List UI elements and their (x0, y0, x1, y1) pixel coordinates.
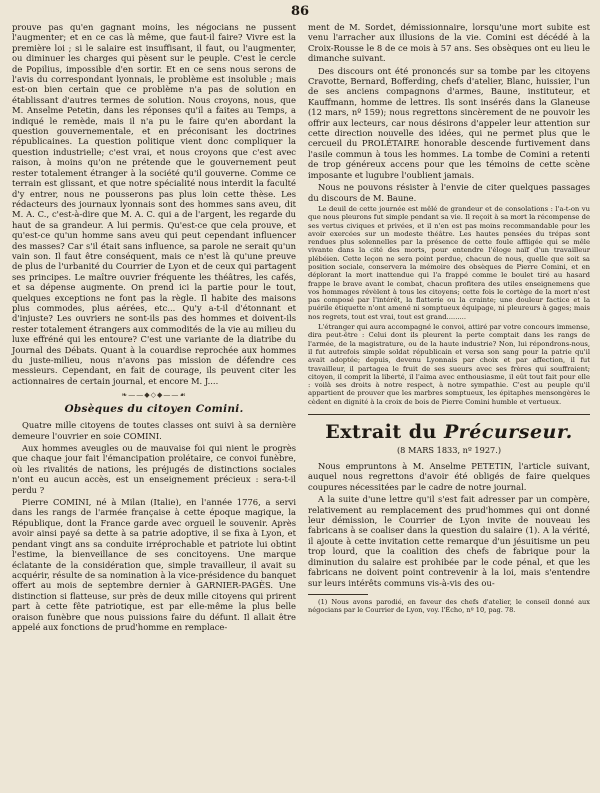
section-rule (308, 414, 590, 415)
obituary-paragraph: Aux hommes aveugles ou de mauvaise foi qui nient le progrès que chaque jour fait l'émancipation prolétaire, ce convoi funèbre, où les rivalités de nations, les préjugés de distinctions sociales n'ont eu aucun accès, est un enseignement précieux : sera-t-il perdu ? (12, 443, 296, 495)
speech-quote-paragraph: Le deuil de cette journée est mêlé de grandeur et de consolations : l'a-t-on vu que nous pleurons fut simple pendant sa vie. Il reçoit à sa mort la récompense de ses vertus civiques et privées, et il n'en est pas moins recommandable pour les avoir exercées sur un modeste théâtre. Les hautes pensées du trépas sont rendues plus solennelles par la présence de cette foule affligée qui se mêle vivante dans la cité des morts, pour entendre l'éloge naïf d'un travailleur plébéien. Cette leçon ne sera point perdue, chacun de nous, quelle que soit sa position sociale, conservera la mémoire des obsèques de Pierre Comini, et en déplorant la mort inattendue qui l'a frappé comme le boulet tiré au hasard frappe le brave avant le combat, chacun profitera des utiles enseignemens que vos hommages révèlent à tous les citoyens; cette fois le cortège de la mort n'est pas composé par l'intérêt, la flatterie ou la crainte; une douleur factice et la puérile étiquette n'ont amené ni somptueux équipage, ni pleureurs à gages; mais nos regrets, tout est vrai, tout est grand......... (308, 204, 590, 321)
obituary-title: Obsèques du citoyen Comini. (64, 403, 244, 416)
extract-title (308, 421, 590, 443)
obituary-paragraph: Des discours ont été prononcés sur sa tombe par les citoyens Cravotte, Bernard, Bofferding, chefs d'atelier, Blanc, huissier, l'un de ses anciens compagnons d'armes, Baune, instituteur, et Kauffmann, homme de lettres. Ils sont insérés dans la Glaneuse (12 mars, nº 159); nous regrettons sincèrement de ne pouvoir les offrir aux lecteurs, car nous désirons d'appeler leur attention sur cette direction nouvelle des idées, qui ne permet plus que le cercueil du PROLÉTAIRE honorable descende furtivement dans l'asile commun à tous les hommes. La tombe de Comini a retenti de trop généreux accens pour que les témoins de cette scène imposante et lugubre l'oublient jamais. (308, 65, 590, 180)
obituary-continuation-paragraph: ment de M. Sordet, démissionnaire, lorsqu'une mort subite est venu l'arracher aux illusions de la vie. Comini est décédé à la Croix-Rousse le 8 de ce mois à 57 ans. Ses obsèques ont eu lieu le dimanche suivant. (308, 22, 590, 64)
obituary-paragraph: Nous ne pouvons résister à l'envie de citer quelques passages du discours de M. Baune. (308, 182, 590, 203)
extract-paragraph: Nous empruntons à M. Anselme PETETIN, l'article suivant, auquel nous regrettons d'avoir été obligés de faire quelques coupures nécessitées par le cadre de notre journal. (308, 461, 590, 492)
extract-title-italic: Précurseur. (443, 421, 573, 444)
footnote-rule (308, 594, 368, 595)
extract-subtitle: (8 MARS 1833, nº 1927.) (396, 445, 502, 456)
obituary-paragraph: Quatre mille citoyens de toutes classes ont suivi à sa dernière demeure l'ouvrier en soie COMINI. (12, 420, 296, 441)
left-column (12, 22, 296, 634)
page-number: 86 (290, 4, 310, 19)
obituary-paragraph: Pierre COMINI, né à Milan (Italie), en l'année 1776, a servi dans les rangs de l'armée française à cette époque magique, la République, dont la France garde avec orgueil le souvenir. Après avoir ainsi payé sa dette à sa patrie adoptive, il se fixa à Lyon, et pendant vingt ans sa conduite irréprochable et patriote lui obtint l'estime, la bienveillance de ses concitoyens. Une marque éclatante de la considération que, simple travailleur, il avait su acquérir, résulte de sa nomination à la vice-présidence du banquet offert au mois de septembre dernier à GARNIER-PAGÈS. Une distinction si flatteuse, sur près de deux mille citoyens qui prirent part à cette fête patriotique, est par elle-même la plus belle oraison funèbre que nous puissions faire du défunt. Il allait être appelé aux fonctions de prud'homme en remplace- (12, 497, 296, 632)
article-continuation-paragraph: prouve pas qu'en gagnant moins, les négocians ne pussent l'augmenter; et en ce cas là même, que faut-il faire? Vivre est la première loi ; si le salaire est insuffisant, il faut, ou l'augmenter, ou diminuer les charges qui pèsent sur le peuple. C'est le cercle de Popilius, impossible d'en sortir. Et en ce sens nous serons de l'avis du correspondant lyonnais, le problème est insoluble ; mais est-on bien certain que ce problème n'a pas de solution en établissant d'autres termes de solution. Nous croyons, nous, que M. Anselme Petetin, dans les réponses qu'il a faites au Temps, a indiqué le remède, mais il n'a pu le faire qu'en abordant la question gouvernementale, et en préconisant les doctrines républicaines. La question politique vient donc compliquer la question industrielle; c'est vrai, et nous croyons que c'est avec raison, à moins qu'on ne prétende que le gouvernement peut rester totalement étranger à la société qu'il gouverne. Comme ce terrain est glissant, et que notre spécialité nous interdit la faculté d'y entrer, nous ne pousserons pas plus loin cette thèse. Les rédacteurs des journaux lyonnais sont des hommes sans aveu, dit M. A. C., c'est-à-dire que M. A. C. qui a de l'argent, les regarde du haut de sa grandeur. A lui permis. Qu'est-ce que cela prouve, et qu'est-ce qu'un homme sans aveu qui peut cependant influencer des masses? Car s'il était sans influence, sa parole ne serait qu'un vain son. Il faut être conséquent, mais ce n'est là qu'une preuve de plus de l'urbanité du Courrier de Lyon et de ceux qui partagent ses principes. Le maître ouvrier fréquente les théâtres, les cafés, et sa dépense augmente. On prend ici la partie pour le tout, quelques exceptions ne font pas la règle. Il habite des maisons plus commodes, plus aérées, etc... Qu'y a-t-il d'étonnant et d'injuste? Les ouvriers ne sont-ils pas des hommes et doivent-ils rester totalement étrangers aux commodités de la vie au milieu du luxe effréné qui les entoure? C'est une variante de la diatribe du Journal des Débats. Quant à la couardise reprochée aux hommes du juste-milieu, nous n'avons pas mission de défendre ces messieurs. Cependant, en fait de courage, ils peuvent citer les actionnaires de certain journal, et encore M. J.... (12, 22, 296, 386)
footnote: (1) Nous avons parodié, en faveur des chefs d'atelier, le conseil donné aux négocians par le Courrier de Lyon, voy. l'Écho, nº 10, pag. 78. (308, 597, 590, 614)
right-column (308, 22, 590, 614)
extract-title-plain: Extrait du (325, 421, 444, 444)
extract-paragraph: A la suite d'une lettre qu'il s'est fait adresser par un compère, relativement au remplacement des prud'hommes qui ont donné leur démission, le Courrier de Lyon invite de nouveau les fabricans à se coaliser dans la question du salaire (1). A la vérité, il ajoute à cette invitation cette remarque d'un jésuitisme un peu trop lourd, que la coalition des chefs de fabrique pour la diminution du salaire est prohibée par le code pénal, et que les fabricans ne doivent point contrevenir à la loi, mais s'entendre sur leurs intérêts communs vis-à-vis des ou- (308, 494, 590, 588)
section-divider-ornament: ❧——◆◇◆——☙ (121, 391, 187, 400)
speech-quote-paragraph: L'étranger qui aura accompagné le convoi, attiré par votre concours immense, dira peut-être : Celui dont ils pleurent la perte comptait dans les rangs de l'armée, de la magistrature, ou de la haute industrie? Non, lui répondrons-nous, il fut autrefois simple soldat républicain et versa son sang pour la patrie qu'il avait adoptée; depuis, devenu Lyonnais par choix et par affection, il fut travailleur, il partagea le fruit de ses sueurs avec ses frères qui souffraient; citoyen, il comprit la liberté, il l'aima avec enthousiasme, il eût tout fait pour elle : voilà ses droits à notre respect, à notre sympathie. C'est au peuple qu'il appartient de prouver que les marbres somptueux, les épitaphes mensongères le cèdent en dignité à la croix de bois de Pierre Comini humble et vertueux. (308, 323, 590, 406)
